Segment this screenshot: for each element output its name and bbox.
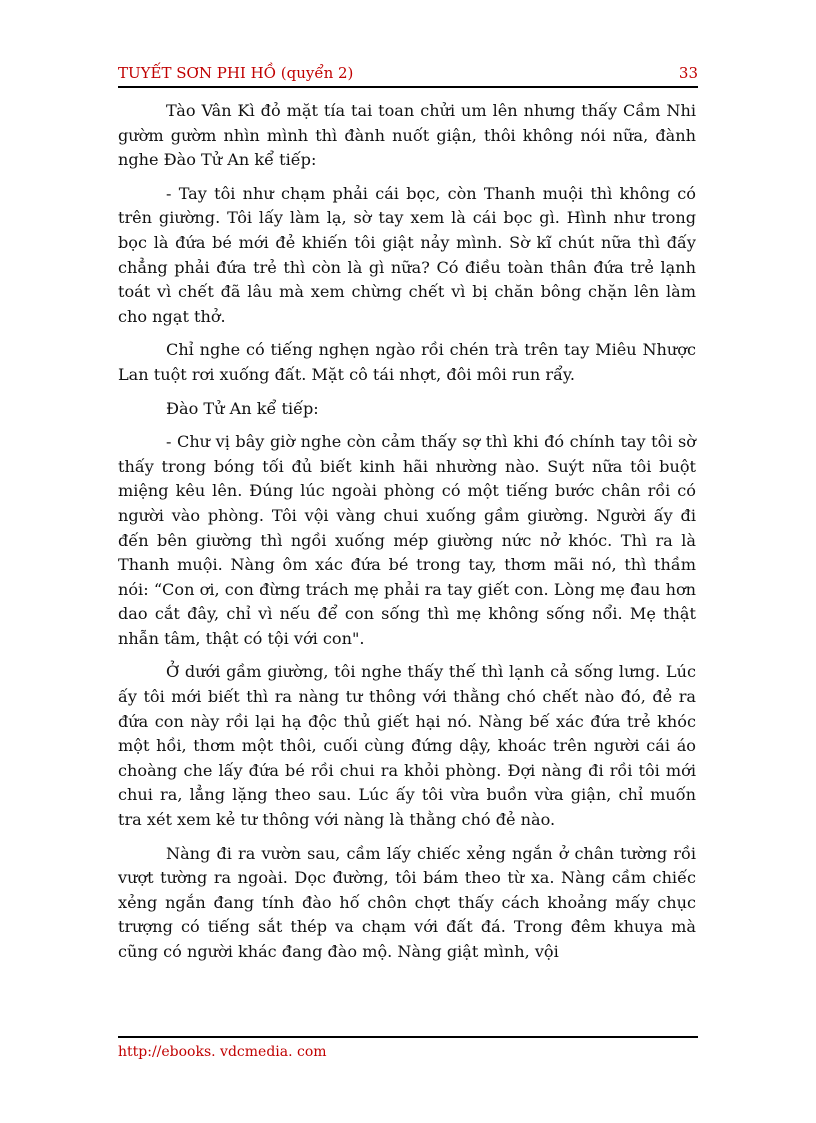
- book-title: TUYẾT SƠN PHI HỒ (quyển 2): [118, 64, 354, 82]
- footer-link[interactable]: http://ebooks. vdcmedia. com: [118, 1044, 327, 1060]
- paragraph: Nàng đi ra vườn sau, cầm lấy chiếc xẻng ngắn ở chân tường rồi vượt tường ra ngoài. Dọc đường, tôi bám theo từ xa. Nàng cầm chiếc xẻng ngắn đang tính đào hố chôn chợt thấy cách khoảng mấy chục trượng có tiếng sắt thép va chạm với đất đá. Trong đêm khuya mà cũng có người khác đang đào mộ. Nàng giật mình, vội: [118, 843, 696, 961]
- footer-rule: [118, 1036, 698, 1038]
- paragraph: Ở dưới gầm giường, tôi nghe thấy thế thì lạnh cả sống lưng. Lúc ấy tôi mới biết thì ra nàng tư thông với thằng chó chết nào đó, đẻ ra đứa con này rồi lại hạ độc thủ giết hại nó. Nàng bế xác đứa trẻ khóc một hồi, thơm một thôi, cuối cùng đứng dậy, khoác trên người cái áo choàng che lấy đứa bé rồi chui ra khỏi phòng. Đợi nàng đi rồi tôi mới chui ra, lẳng lặng theo sau. Lúc ấy tôi vừa buồn vừa giận, chỉ muốn tra xét xem kẻ tư thông với nàng là thằng chó đẻ nào.: [118, 662, 696, 830]
- paragraph: Chỉ nghe có tiếng nghẹn ngào rồi chén trà trên tay Miêu Nhược Lan tuột rơi xuống đất. Mặt cô tái nhợt, đôi môi run rẩy.: [118, 340, 696, 384]
- page-number: 33: [678, 64, 698, 82]
- page-body: [118, 99, 696, 974]
- paragraph: Đào Tử An kể tiếp:: [166, 398, 319, 418]
- paragraph: Tào Vân Kì đỏ mặt tía tai toan chửi um lên nhưng thấy Cầm Nhi gườm gườm nhìn mình thì đành nuốt giận, thôi không nói nữa, đành nghe Đào Tử An kể tiếp:: [118, 101, 696, 170]
- page-header: [118, 64, 698, 86]
- header-rule: [118, 86, 698, 88]
- paragraph: - Tay tôi như chạm phải cái bọc, còn Thanh muội thì không có trên giường. Tôi lấy làm lạ, sờ tay xem là cái bọc gì. Hình như trong bọc là đứa bé mới đẻ khiến tôi giật nảy mình. Sờ kĩ chút nữa thì đấy chẳng phải đứa trẻ thì còn là gì nữa? Có điều toàn thân đứa trẻ lạnh toát vì chết đã lâu mà xem chừng chết vì bị chăn bông chặn lên làm cho ngạt thở.: [118, 183, 696, 326]
- paragraph: - Chư vị bây giờ nghe còn cảm thấy sợ thì khi đó chính tay tôi sờ thấy trong bóng tối đủ biết kinh hãi nhường nào. Suýt nữa tôi buột miệng kêu lên. Đúng lúc ngoài phòng có một tiếng bước chân rồi có người vào phòng. Tôi vội vàng chui xuống gầm giường. Người ấy đi đến bên giường thì ngồi xuống mép giường nức nở khóc. Thì ra là Thanh muội. Nàng ôm xác đứa bé trong tay, thơm mãi nó, thì thầm nói: “Con ơi, con đừng trách mẹ phải ra tay giết con. Lòng mẹ đau hơn dao cắt đây, chỉ vì nếu để con sống thì mẹ không sống nổi. Mẹ thật nhẫn tâm, thật có tội với con".: [118, 432, 696, 648]
